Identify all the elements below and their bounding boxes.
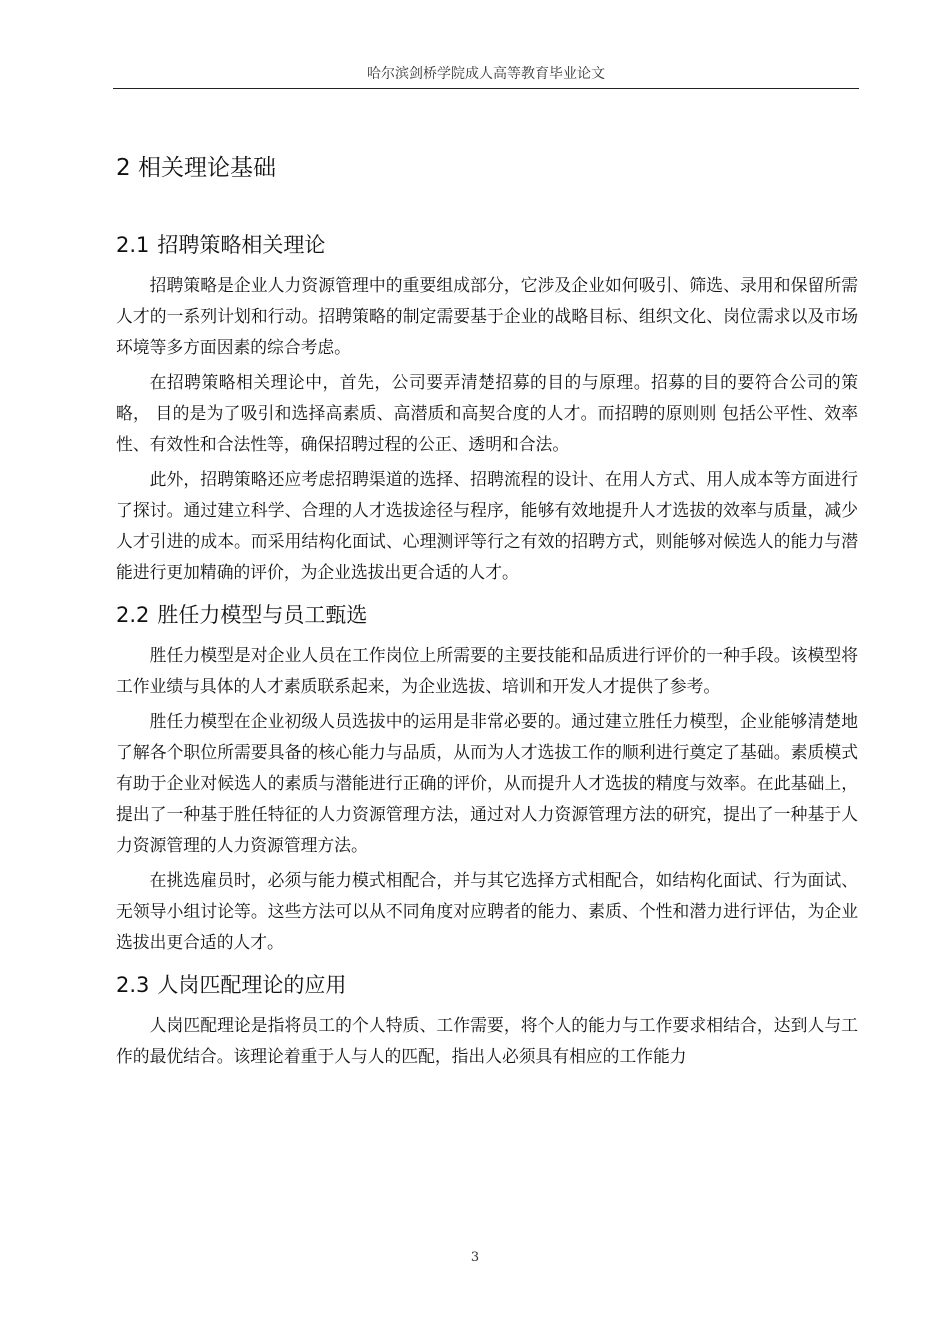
section-number: 2.3 xyxy=(116,973,150,997)
section-title: 招聘策略相关理论 xyxy=(157,233,326,257)
page-number: 3 xyxy=(470,1250,480,1265)
paragraph: 人岗匹配理论是指将员工的个人特质、工作需要，将个人的能力与工作要求相结合，达到人与工作的最优结合。该理论着重于人与人的匹配，指出人必须具有相应的工作能力 xyxy=(116,1015,858,1066)
section-number: 2.2 xyxy=(116,603,150,627)
paragraph: 招聘策略是企业人力资源管理中的重要组成部分，它涉及企业如何吸引、筛选、录用和保留所需人才的一系列计划和行动。招聘策略的制定需要基于企业的战略目标、组织文化、岗位需求以及市场环境等多方面因素的综合考虑。 xyxy=(116,275,858,357)
section-number: 2.1 xyxy=(116,233,150,257)
page-body xyxy=(116,140,858,1072)
paragraph: 胜任力模型是对企业人员在工作岗位上所需要的主要技能和品质进行评价的一种手段。该模型将工作业绩与具体的人才素质联系起来，为企业选拔、培训和开发人才提供了参考。 xyxy=(116,645,858,696)
paragraph: 在挑选雇员时，必须与能力模式相配合，并与其它选择方式相配合，如结构化面试、行为面试、无领导小组讨论等。这些方法可以从不同角度对应聘者的能力、素质、个性和潜力进行评估，为企业选拔出更合适的人才。 xyxy=(116,870,858,952)
running-header-title: 哈尔滨剑桥学院成人高等教育毕业论文 xyxy=(367,66,605,82)
running-header xyxy=(113,64,859,89)
paragraph: 此外，招聘策略还应考虑招聘渠道的选择、招聘流程的设计、在用人方式、用人成本等方面进行了探讨。通过建立科学、合理的人才选拔途径与程序，能够有效地提升人才选拔的效率与质量，减少人才引进的成本。而采用结构化面试、心理测评等行之有效的招聘方式，则能够对候选人的能力与潜能进行更加精确的评价，为企业选拔出更合适的人才。 xyxy=(116,469,858,582)
section-heading-2-3 xyxy=(116,968,858,1002)
paragraph: 在招聘策略相关理论中，首先，公司要弄清楚招募的目的与原理。招募的目的要符合公司的策略， 目的是为了吸引和选择高素质、高潜质和高契合度的人才。而招聘的原则则 包括公平性、效率性、有效性和合法性等，确保招聘过程的公正、透明和合法。 xyxy=(116,372,858,454)
section-title: 人岗匹配理论的应用 xyxy=(157,973,347,997)
section-heading-2-1 xyxy=(116,228,858,262)
section-heading-2-2 xyxy=(116,598,858,632)
chapter-heading: 2 相关理论基础 xyxy=(116,155,276,181)
paragraph: 胜任力模型在企业初级人员选拔中的运用是非常必要的。通过建立胜任力模型，企业能够清楚地了解各个职位所需要具备的核心能力与品质，从而为人才选拔工作的顺利进行奠定了基础。素质模式有助于企业对候选人的素质与潜能进行正确的评价，从而提升人才选拔的精度与效率。在此基础上，提出了一种基于胜任特征的人力资源管理方法，通过对人力资源管理方法的研究，提出了一种基于人力资源管理的人力资源管理方法。 xyxy=(116,711,858,855)
section-title: 胜任力模型与员工甄选 xyxy=(157,603,368,627)
